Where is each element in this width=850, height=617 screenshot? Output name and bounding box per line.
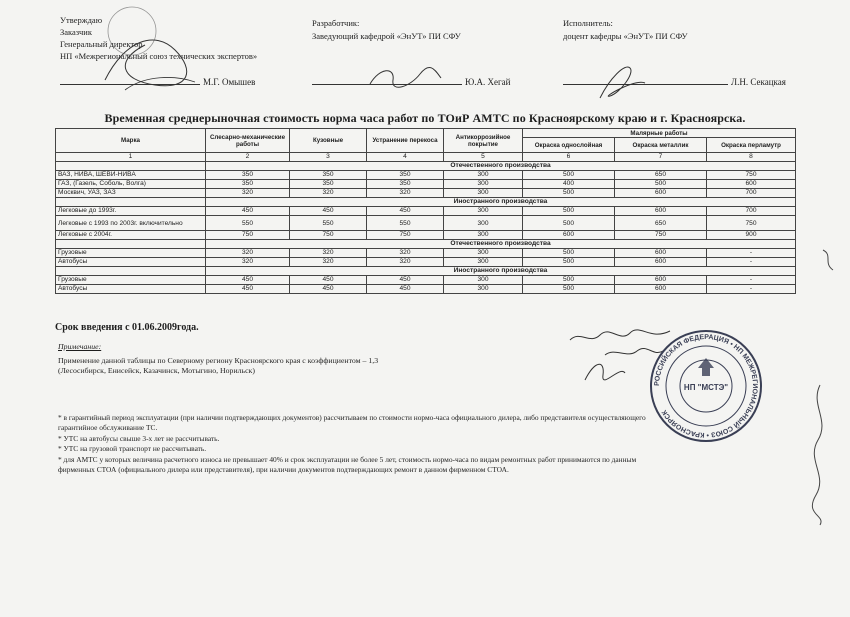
footnote-4b: фирменных СТОА (официального дилера или представителя), при наличии документов подтверждающих ремонт в данном фирменном СТОА. [58, 465, 509, 474]
rate-cell: 300 [444, 285, 523, 294]
signer-2-name: Ю.А. Хегай [465, 77, 511, 87]
executor-label: Исполнитель: [563, 18, 613, 28]
rate-cell: 650 [615, 171, 707, 180]
rate-cell: 650 [615, 216, 707, 231]
col-number: 2 [206, 153, 290, 162]
approve-line: Утверждаю [60, 15, 103, 25]
table-row [56, 189, 796, 198]
col-number: 7 [615, 153, 707, 162]
row-name: Автобусы [56, 285, 206, 294]
table-row [56, 216, 796, 231]
row-name: Легковые до 1993г. [56, 207, 206, 216]
rates-table [55, 128, 796, 294]
margin-mark [818, 245, 838, 275]
section-title: Иностранного производства [206, 267, 796, 276]
rate-cell: 750 [290, 231, 367, 240]
rate-cell: 350 [206, 171, 290, 180]
section-blank-cell [56, 198, 206, 207]
rate-cell: 750 [615, 231, 707, 240]
header-metallik: Окраска металлик [615, 138, 707, 153]
rate-cell: 350 [367, 180, 444, 189]
table-row [56, 180, 796, 189]
rate-cell: 320 [290, 258, 367, 267]
col-number: 6 [523, 153, 615, 162]
table-row [56, 276, 796, 285]
rate-cell: 450 [290, 276, 367, 285]
row-name: Москвич, УАЗ, ЗАЗ [56, 189, 206, 198]
rate-cell: 550 [367, 216, 444, 231]
rate-cell: 600 [523, 231, 615, 240]
rate-cell: 750 [367, 231, 444, 240]
row-name: Грузовые [56, 276, 206, 285]
section-row [56, 198, 796, 207]
rate-cell: - [707, 249, 796, 258]
table-row [56, 171, 796, 180]
rate-cell: 450 [206, 285, 290, 294]
note-label: Примечание: [58, 342, 102, 351]
rate-cell: - [707, 258, 796, 267]
rate-cell: 550 [206, 216, 290, 231]
header-antikor: Антикоррозийное покрытие [444, 129, 523, 153]
rate-cell: 450 [367, 285, 444, 294]
rate-cell: 350 [206, 180, 290, 189]
col-number: 8 [707, 153, 796, 162]
rate-cell: 500 [523, 276, 615, 285]
rate-cell: - [707, 276, 796, 285]
organization-stamp [648, 328, 764, 444]
rate-cell: 300 [444, 231, 523, 240]
signer-3-name: Л.Н. Секацкая [731, 77, 786, 87]
developer-signature-image [365, 62, 445, 92]
col-number: 1 [56, 153, 206, 162]
section-title: Отечественного производства [206, 240, 796, 249]
header-kuzov: Кузовные [290, 129, 367, 153]
rate-cell: 700 [707, 207, 796, 216]
row-name: Грузовые [56, 249, 206, 258]
row-name: ГАЗ, (Газель, Соболь, Волга) [56, 180, 206, 189]
rate-cell: 320 [290, 189, 367, 198]
rate-cell: 320 [206, 189, 290, 198]
col-number: 4 [367, 153, 444, 162]
section-title: Отечественного производства [206, 162, 796, 171]
rate-cell: 450 [367, 276, 444, 285]
table-row [56, 231, 796, 240]
rate-cell: 450 [367, 207, 444, 216]
footnote-1a: * в гарантийный период эксплуатации (при наличии подтверждающих документов) рассчитываем по стоимости нормо-часа официального дилера, либо представителя осуществляющего [58, 413, 646, 422]
approver-stamp-partial [80, 5, 170, 65]
header-slesar: Слесарно-механические работы [206, 129, 290, 153]
column-numbers-row [56, 153, 796, 162]
rate-cell: 320 [290, 249, 367, 258]
signer-1-name: М.Г. Омышев [203, 77, 256, 87]
rate-cell: 350 [290, 171, 367, 180]
rate-cell: 900 [707, 231, 796, 240]
section-row [56, 162, 796, 171]
header-malyar: Малярные работы [523, 129, 796, 138]
row-name: ВАЗ, НИВА, ШЕВИ-НИВА [56, 171, 206, 180]
customer-line: Заказчик [60, 27, 92, 37]
rate-cell: 500 [523, 249, 615, 258]
page-title: Временная среднерыночная стоимость норма часа работ по ТОиР АМТС по Красноярскому краю и г. Красноярска. [104, 111, 746, 125]
note-line-1: Применение данной таблицы по Северному региону Красноярского края с коэффициентом – 1,3 [58, 356, 379, 365]
rate-cell: 320 [206, 249, 290, 258]
section-blank-cell [56, 162, 206, 171]
rate-cell: 600 [615, 249, 707, 258]
rate-cell: 350 [367, 171, 444, 180]
section-row [56, 240, 796, 249]
director-line: Генеральный директор [60, 39, 143, 49]
developer-role: Заведующий кафедрой «ЭнУТ» ПИ СФУ [312, 31, 461, 41]
footnote-4a: * для АМТС у которых величина расчетного износа не превышает 40% и срок эксплуатации не более 5 лет, стоимость нормо-часа по видам ремонтных работ принимаются по данным [58, 455, 637, 464]
header-marka: Марка [56, 129, 206, 153]
col-number: 5 [444, 153, 523, 162]
rate-cell: 600 [615, 276, 707, 285]
rate-cell: 500 [615, 180, 707, 189]
table-row [56, 207, 796, 216]
rate-cell: 500 [523, 258, 615, 267]
organization-line: НП «Межрегиональный союз технических экспертов» [60, 51, 258, 61]
rate-cell: 750 [707, 171, 796, 180]
rate-cell: 500 [523, 189, 615, 198]
section-row [56, 267, 796, 276]
header-odnosloy: Окраска однослойная [523, 138, 615, 153]
rate-cell: 300 [444, 171, 523, 180]
footnote-1b: гарантийное обслуживание ТС. [58, 423, 158, 432]
rate-cell: 320 [367, 258, 444, 267]
section-blank-cell [56, 267, 206, 276]
rate-cell: 500 [523, 207, 615, 216]
note-line-2: (Лесосибирск, Енисейск, Казачинск, Мотыгино, Норильск) [58, 366, 255, 375]
table-row [56, 258, 796, 267]
header-peresko: Устранение перекоса [367, 129, 444, 153]
stamp-center-text: НП "МСТЭ" [683, 383, 729, 392]
rate-cell: 320 [367, 249, 444, 258]
col-number: 3 [290, 153, 367, 162]
rate-cell: 500 [523, 171, 615, 180]
rate-cell: 450 [206, 207, 290, 216]
executor-role: доцент кафедры «ЭнУТ» ПИ СФУ [563, 31, 688, 41]
section-title: Иностранного производства [206, 198, 796, 207]
rate-cell: 500 [523, 216, 615, 231]
rate-cell: 300 [444, 216, 523, 231]
rate-cell: 350 [290, 180, 367, 189]
stamp-ring-text: РОССИЙСКАЯ ФЕДЕРАЦИЯ • НП МЕЖРЕГИОНАЛЬНЫЙ СОЮЗ • КРАСНОЯРСК [653, 333, 759, 439]
rate-cell: 300 [444, 189, 523, 198]
rate-cell: 600 [615, 189, 707, 198]
rate-cell: 600 [615, 258, 707, 267]
rate-cell: 600 [615, 285, 707, 294]
section-blank-cell [56, 240, 206, 249]
rate-cell: 300 [444, 249, 523, 258]
row-name: Легковые с 1993 по 2003г. включительно [56, 216, 206, 231]
row-name: Легковые с 2004г. [56, 231, 206, 240]
footnote-3: * УТС на грузовой транспорт не рассчитывать. [58, 444, 207, 453]
rate-cell: 500 [523, 285, 615, 294]
rate-cell: 300 [444, 276, 523, 285]
effective-date: Срок введения с 01.06.2009года. [55, 322, 199, 333]
margin-handwriting [800, 380, 840, 530]
rate-cell: 300 [444, 258, 523, 267]
developer-label: Разработчик: [312, 18, 360, 28]
header-perlamutr: Окраска перламутр [707, 138, 796, 153]
rate-cell: 320 [367, 189, 444, 198]
footnote-2: * УТС на автобусы свыше 3-х лет не рассчитывать. [58, 434, 220, 443]
rate-cell: 750 [206, 231, 290, 240]
rate-cell: 600 [615, 207, 707, 216]
rate-cell: 300 [444, 207, 523, 216]
rate-cell: 600 [707, 180, 796, 189]
table-row [56, 285, 796, 294]
rate-cell: 320 [206, 258, 290, 267]
rate-cell: 450 [290, 285, 367, 294]
rate-cell: 750 [707, 216, 796, 231]
executor-signature-image [590, 58, 650, 103]
row-name: Автобусы [56, 258, 206, 267]
rate-cell: 450 [290, 207, 367, 216]
rate-cell: 450 [206, 276, 290, 285]
rate-cell: 400 [523, 180, 615, 189]
table-row [56, 249, 796, 258]
rate-cell: 550 [290, 216, 367, 231]
rate-cell: 300 [444, 180, 523, 189]
rate-cell: - [707, 285, 796, 294]
rate-cell: 700 [707, 189, 796, 198]
